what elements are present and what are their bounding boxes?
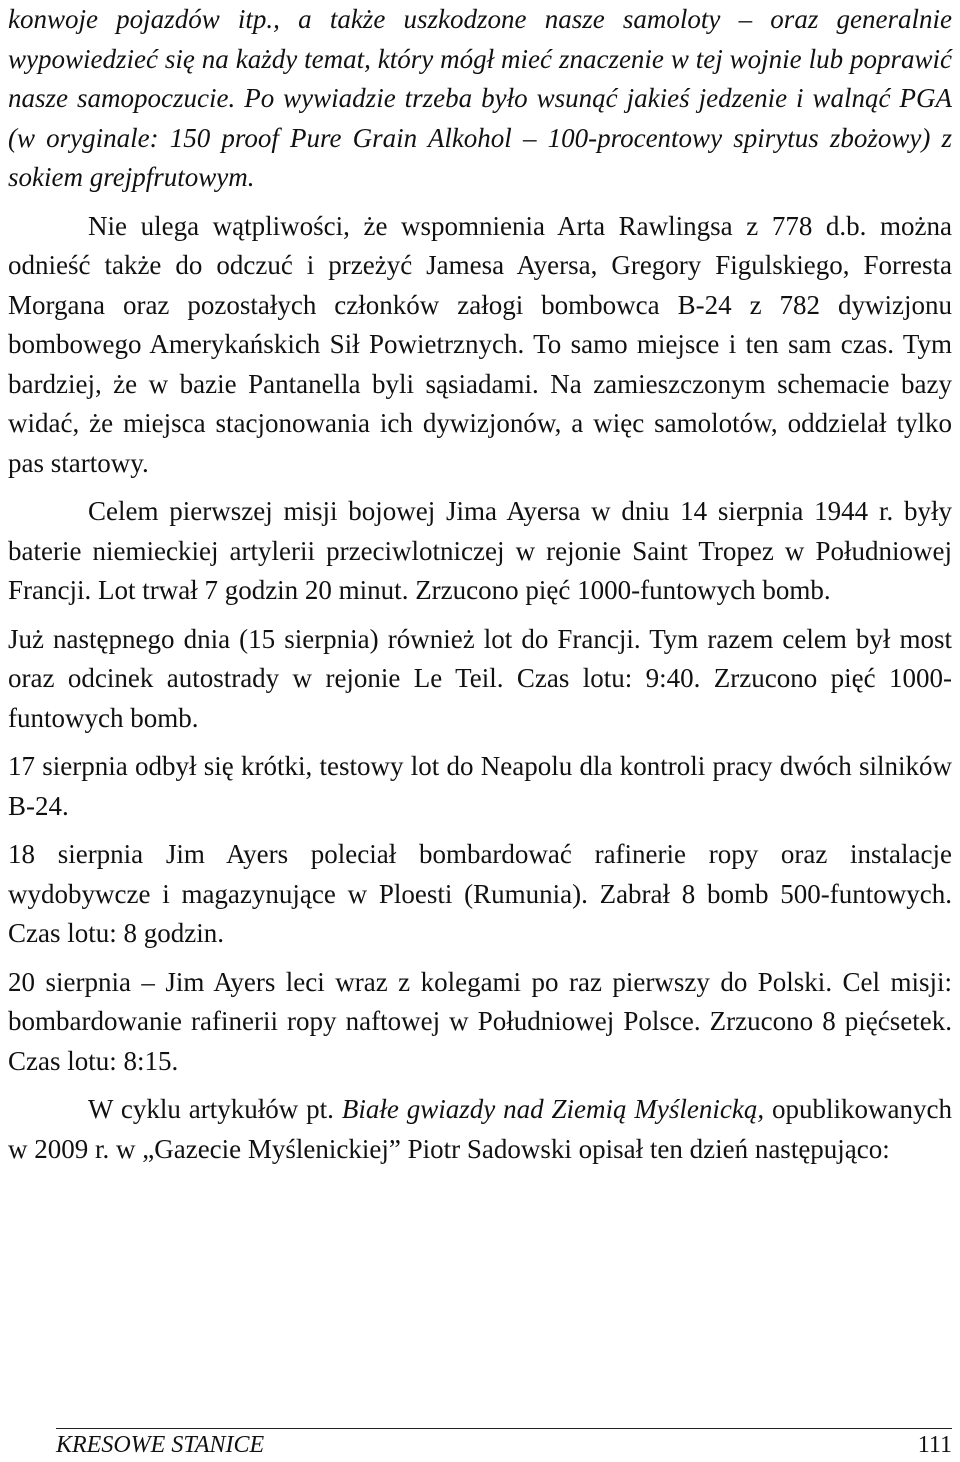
footer-page-number: 111: [917, 1432, 952, 1458]
paragraph-interview: konwoje pojazdów itp., a także uszkodzone nasze samoloty – oraz generalnie wypowiedzieć się na każdy temat, który mógł mieć znaczenie w tej wojnie lub poprawić nasze samopoczucie. Po wywiadzie trzeba było wsunąć jakieś jedzenie i walnąć PGA (w oryginale: 150 proof Pure Grain Alkohol – 100-procentowy spirytus zbożowy) z sokiem grejpfrutowym.: [8, 4, 952, 192]
footer-publication-title: KRESOWE STANICE: [56, 1432, 265, 1458]
paragraph-poland: 20 sierpnia – Jim Ayers leci wraz z kolegami po raz pierwszy do Polski. Cel misji: bombardowanie rafinerii ropy naftowej w Południowej Polsce. Zrzucono 8 pięćsetek. Czas lotu: 8:15.: [8, 966, 952, 1076]
paragraph-first-mission: Celem pierwszej misji bojowej Jima Ayersa w dniu 14 sierpnia 1944 r. były baterie niemieckiej artylerii przeciwlotniczej w rejonie Saint Tropez w Południowej Francji. Lot trwał 7 godzin 20 minut. Zrzucono pięć 1000-funtowych bomb.: [8, 496, 952, 605]
sadowski-text-end: opublikowanych w 2009 r. w „Gazecie Myślenickiej” Piotr Sadowski opisał ten dzień następująco:: [8, 1094, 952, 1164]
paragraph-naples: 17 sierpnia odbył się krótki, testowy lot do Neapolu dla kontroli pracy dwóch silników B-24.: [8, 751, 952, 821]
article-title: Białe gwiazdy nad Ziemią Myślenicką,: [341, 1094, 765, 1124]
paragraph-le-teil: Już następnego dnia (15 sierpnia) również lot do Francji. Tym razem celem był most oraz odcinek autostrady w rejonie Le Teil. Czas lotu: 9:40. Zrzucono pięć 1000-funtowych bomb.: [8, 623, 952, 733]
paragraph-rawlings: Nie ulega wątpliwości, że wspomnienia Arta Rawlingsa z 778 d.b. można odnieść także do odczuć i przeżyć Jamesa Ayersa, Gregory Figulskiego, Forresta Morgana oraz pozostałych członków załogi bombowca B-24 z 782 dywizjonu bombowego Amerykańskich Sił Powietrznych. To samo miejsce i ten sam czas. Tym bardziej, że w bazie Pantanella byli sąsiadami. Na zamieszczonym schemacie bazy widać, że miejsca stacjonowania ich dywizjonów, a więc samolotów, oddzielał tylko pas startowy.: [8, 210, 952, 478]
sadowski-text-start: W cyklu artykułów pt.: [88, 1094, 342, 1124]
footer-divider: [56, 1428, 952, 1429]
paragraph-sadowski: [8, 1090, 952, 1169]
page-content: [8, 0, 952, 1169]
paragraph-ploesti: 18 sierpnia Jim Ayers poleciał bombardować rafinerie ropy oraz instalacje wydobywcze i magazynujące w Ploesti (Rumunia). Zabrał 8 bomb 500-funtowych. Czas lotu: 8 godzin.: [8, 839, 952, 948]
page-footer: [56, 1428, 952, 1462]
